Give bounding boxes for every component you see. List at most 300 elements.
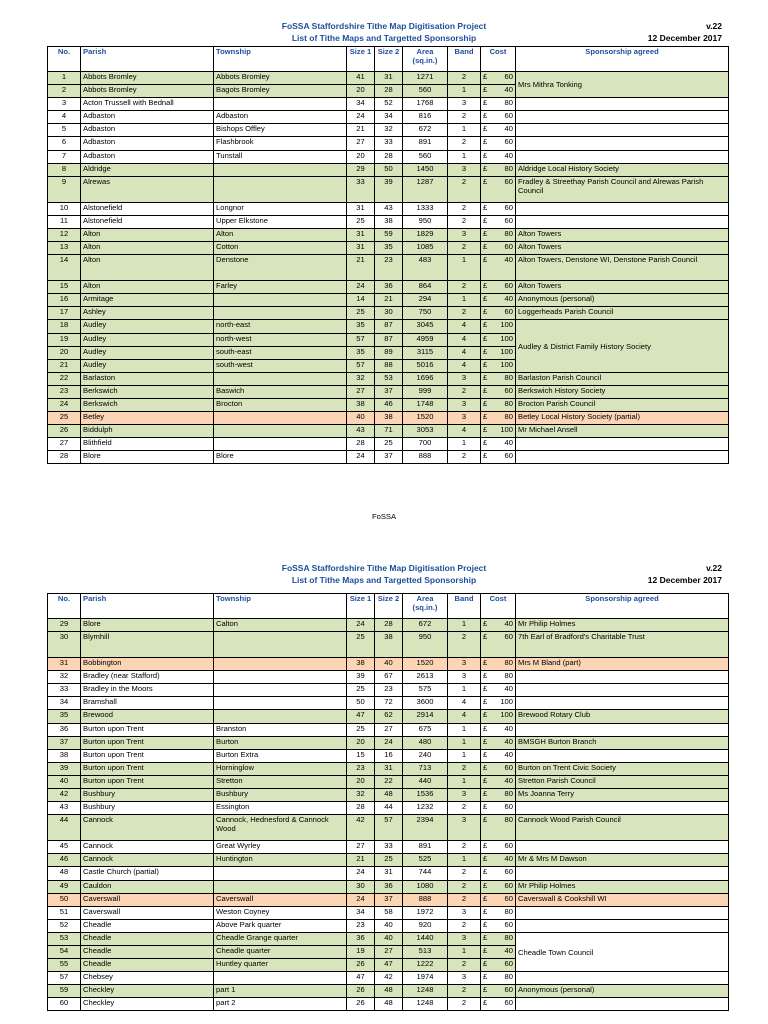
cost-amount: 80	[504, 372, 513, 382]
table-row	[48, 150, 729, 163]
cell-cost	[481, 202, 516, 215]
col-header-size2: Size 2	[375, 594, 403, 619]
cell-township: Baswich	[214, 385, 347, 398]
cell-township	[214, 880, 347, 893]
cell-parish: Cannock	[81, 815, 214, 841]
cost-amount: 80	[504, 98, 513, 108]
currency-symbol: £	[483, 412, 488, 422]
cell-band: 3	[448, 228, 481, 241]
cell-township	[214, 632, 347, 658]
cell-area: 891	[403, 841, 448, 854]
cell-cost	[481, 163, 516, 176]
table-row	[48, 202, 729, 215]
cell-parish: Adbaston	[81, 150, 214, 163]
table-row	[48, 242, 729, 255]
currency-symbol: £	[483, 137, 488, 147]
cost-amount: 100	[500, 425, 513, 435]
cell-cost	[481, 684, 516, 697]
cell-area: 920	[403, 919, 448, 932]
cell-size1: 38	[347, 658, 375, 671]
cell-area: 891	[403, 137, 448, 150]
currency-symbol: £	[483, 281, 488, 291]
cell-area: 888	[403, 893, 448, 906]
cell-area: 483	[403, 255, 448, 281]
cost-amount: 40	[504, 775, 513, 785]
table-row	[48, 255, 729, 281]
cell-township: part 2	[214, 998, 347, 1011]
cell-no: 18	[48, 320, 81, 333]
cell-cost	[481, 359, 516, 372]
cell-size2: 36	[375, 281, 403, 294]
cell-band: 2	[448, 176, 481, 202]
cell-township: Bishops Offley	[214, 124, 347, 137]
cell-size2: 67	[375, 671, 403, 684]
table-row	[48, 619, 729, 632]
date-label: 12 December 2017	[647, 575, 722, 585]
cell-area: 1536	[403, 789, 448, 802]
cell-size1: 29	[347, 163, 375, 176]
cell-size2: 37	[375, 385, 403, 398]
cell-size1: 25	[347, 632, 375, 658]
cell-sponsorship: Aldridge Local History Society	[516, 163, 729, 176]
cell-no: 15	[48, 281, 81, 294]
cell-cost	[481, 775, 516, 788]
cell-size2: 35	[375, 242, 403, 255]
cell-sponsorship: Alton Towers, Denstone WI, Denstone Parish Council	[516, 255, 729, 281]
cell-size2: 87	[375, 320, 403, 333]
currency-symbol: £	[483, 124, 488, 134]
cell-band: 3	[448, 658, 481, 671]
cell-sponsorship	[516, 137, 729, 150]
cell-no: 8	[48, 163, 81, 176]
cell-band: 3	[448, 906, 481, 919]
cell-parish: Cannock	[81, 854, 214, 867]
cell-no: 31	[48, 658, 81, 671]
cell-area: 1232	[403, 802, 448, 815]
cell-area: 1520	[403, 412, 448, 425]
cell-sponsorship	[516, 867, 729, 880]
cell-area: 560	[403, 150, 448, 163]
col-header-parish: Parish	[81, 594, 214, 619]
currency-symbol: £	[483, 671, 488, 681]
col-header-township: Township	[214, 594, 347, 619]
table-row	[48, 451, 729, 464]
cell-parish: Chebsey	[81, 972, 214, 985]
cell-size1: 57	[347, 333, 375, 346]
table-row	[48, 398, 729, 411]
currency-symbol: £	[483, 228, 488, 238]
currency-symbol: £	[483, 398, 488, 408]
cell-township: Flashbrook	[214, 137, 347, 150]
cell-size2: 89	[375, 346, 403, 359]
cell-size2: 57	[375, 815, 403, 841]
cell-size2: 88	[375, 359, 403, 372]
currency-symbol: £	[483, 320, 488, 330]
cell-size1: 42	[347, 815, 375, 841]
cell-no: 14	[48, 255, 81, 281]
cell-sponsorship: Betley Local History Society (partial)	[516, 412, 729, 425]
cell-parish: Alstonefield	[81, 202, 214, 215]
cost-amount: 80	[504, 398, 513, 408]
cell-no: 20	[48, 346, 81, 359]
currency-symbol: £	[483, 919, 488, 929]
cost-amount: 40	[504, 749, 513, 759]
cell-size1: 35	[347, 320, 375, 333]
page-2	[0, 562, 768, 1011]
col-header-area: Area (sq.in.)	[403, 47, 448, 72]
cost-amount: 40	[504, 124, 513, 134]
currency-symbol: £	[483, 959, 488, 969]
cost-amount: 100	[500, 346, 513, 356]
table-row	[48, 854, 729, 867]
cell-size1: 34	[347, 98, 375, 111]
table-row	[48, 841, 729, 854]
col-header-size1: Size 1	[347, 594, 375, 619]
cell-band: 3	[448, 932, 481, 945]
cell-township: part 1	[214, 985, 347, 998]
cell-cost	[481, 242, 516, 255]
cell-township	[214, 867, 347, 880]
cell-township: Adbaston	[214, 111, 347, 124]
cell-size1: 26	[347, 985, 375, 998]
table-row	[48, 985, 729, 998]
cell-area: 1248	[403, 998, 448, 1011]
cell-no: 13	[48, 242, 81, 255]
cell-area: 3045	[403, 320, 448, 333]
currency-symbol: £	[483, 736, 488, 746]
cell-band: 2	[448, 919, 481, 932]
cell-size1: 31	[347, 228, 375, 241]
version-label: v.22	[706, 21, 722, 31]
cell-size2: 24	[375, 736, 403, 749]
cell-no: 29	[48, 619, 81, 632]
cell-sponsorship: Cannock Wood Parish Council	[516, 815, 729, 841]
cost-amount: 40	[504, 619, 513, 628]
cell-size1: 43	[347, 425, 375, 438]
cell-parish: Alton	[81, 242, 214, 255]
cell-cost	[481, 150, 516, 163]
cell-sponsorship	[516, 723, 729, 736]
cell-size2: 46	[375, 398, 403, 411]
cell-sponsorship	[516, 841, 729, 854]
cell-sponsorship: Mr & Mrs M Dawson	[516, 854, 729, 867]
cell-area: 1080	[403, 880, 448, 893]
cell-sponsorship: Cheadle Town Council	[516, 932, 729, 971]
cell-area: 440	[403, 775, 448, 788]
cell-size1: 27	[347, 841, 375, 854]
currency-symbol: £	[483, 880, 488, 890]
cell-no: 35	[48, 710, 81, 723]
cell-no: 3	[48, 98, 81, 111]
cell-size1: 32	[347, 789, 375, 802]
cell-size2: 40	[375, 919, 403, 932]
currency-symbol: £	[483, 854, 488, 864]
cell-township: Horninglow	[214, 762, 347, 775]
cell-township: Caverswall	[214, 893, 347, 906]
cell-size2: 62	[375, 710, 403, 723]
cell-area: 999	[403, 385, 448, 398]
cell-sponsorship: Ms Joanna Terry	[516, 789, 729, 802]
cell-cost	[481, 919, 516, 932]
cell-parish: Bramshall	[81, 697, 214, 710]
table-header-row	[48, 47, 729, 72]
cell-no: 52	[48, 919, 81, 932]
cell-parish: Biddulph	[81, 425, 214, 438]
tithe-table-page-2	[47, 593, 729, 1011]
currency-symbol: £	[483, 945, 488, 955]
cell-cost	[481, 294, 516, 307]
cell-cost	[481, 438, 516, 451]
cell-area: 675	[403, 723, 448, 736]
cell-size2: 31	[375, 762, 403, 775]
cell-parish: Castle Church (partial)	[81, 867, 214, 880]
table-header-row	[48, 594, 729, 619]
col-header-cost: Cost	[481, 47, 516, 72]
cell-band: 2	[448, 72, 481, 85]
cell-band: 1	[448, 438, 481, 451]
table-row	[48, 906, 729, 919]
cell-township: Longnor	[214, 202, 347, 215]
cell-parish: Blore	[81, 619, 214, 632]
cost-amount: 60	[504, 867, 513, 877]
cell-band: 4	[448, 425, 481, 438]
cell-area: 1768	[403, 98, 448, 111]
cell-size2: 21	[375, 294, 403, 307]
cell-sponsorship	[516, 697, 729, 710]
cell-cost	[481, 425, 516, 438]
table-row	[48, 671, 729, 684]
cell-band: 4	[448, 320, 481, 333]
currency-symbol: £	[483, 815, 488, 825]
cell-no: 1	[48, 72, 81, 85]
cell-parish: Ashley	[81, 307, 214, 320]
currency-symbol: £	[483, 385, 488, 395]
cell-cost	[481, 228, 516, 241]
currency-symbol: £	[483, 333, 488, 343]
date-label: 12 December 2017	[647, 33, 722, 43]
cell-township: Stretton	[214, 775, 347, 788]
cell-size1: 27	[347, 385, 375, 398]
cell-no: 51	[48, 906, 81, 919]
cell-size2: 38	[375, 632, 403, 658]
cell-sponsorship: Audley & District Family History Society	[516, 320, 729, 372]
cell-size2: 58	[375, 906, 403, 919]
cell-size2: 27	[375, 723, 403, 736]
cell-no: 38	[48, 749, 81, 762]
cell-parish: Adbaston	[81, 124, 214, 137]
cell-cost	[481, 398, 516, 411]
cell-size2: 36	[375, 880, 403, 893]
cell-area: 1440	[403, 932, 448, 945]
cell-sponsorship: Mr Michael Ansell	[516, 425, 729, 438]
cell-band: 4	[448, 333, 481, 346]
cell-band: 3	[448, 815, 481, 841]
cell-township: Above Park quarter	[214, 919, 347, 932]
cost-amount: 100	[500, 710, 513, 720]
cell-parish: Barlaston	[81, 372, 214, 385]
cost-amount: 60	[504, 72, 513, 81]
currency-symbol: £	[483, 438, 488, 448]
cell-sponsorship	[516, 438, 729, 451]
cell-size1: 31	[347, 242, 375, 255]
cell-township: Blore	[214, 451, 347, 464]
cell-parish: Adbaston	[81, 111, 214, 124]
currency-symbol: £	[483, 163, 488, 173]
cell-cost	[481, 137, 516, 150]
col-header-no: No.	[48, 47, 81, 72]
cell-size1: 57	[347, 359, 375, 372]
cell-cost	[481, 854, 516, 867]
currency-symbol: £	[483, 150, 488, 160]
col-header-band: Band	[448, 594, 481, 619]
cell-parish: Cheadle	[81, 945, 214, 958]
cell-area: 1085	[403, 242, 448, 255]
cell-size1: 19	[347, 945, 375, 958]
cell-band: 3	[448, 789, 481, 802]
cell-cost	[481, 72, 516, 85]
cell-parish: Berkswich	[81, 398, 214, 411]
cell-sponsorship	[516, 150, 729, 163]
cell-size1: 35	[347, 346, 375, 359]
cell-parish: Abbots Bromley	[81, 72, 214, 85]
cell-size1: 38	[347, 398, 375, 411]
cell-sponsorship: Berkswich History Society	[516, 385, 729, 398]
cell-band: 2	[448, 111, 481, 124]
cell-parish: Burton upon Trent	[81, 762, 214, 775]
cell-area: 294	[403, 294, 448, 307]
cell-parish: Alton	[81, 228, 214, 241]
col-header-band: Band	[448, 47, 481, 72]
cell-band: 2	[448, 632, 481, 658]
cell-size2: 72	[375, 697, 403, 710]
col-header-township: Township	[214, 47, 347, 72]
cell-parish: Adbaston	[81, 137, 214, 150]
cell-township	[214, 972, 347, 985]
cell-no: 54	[48, 945, 81, 958]
cell-size2: 28	[375, 85, 403, 98]
cell-size1: 21	[347, 255, 375, 281]
cell-township	[214, 438, 347, 451]
cell-sponsorship	[516, 998, 729, 1011]
cell-size1: 24	[347, 111, 375, 124]
cell-sponsorship: Fradley & Streethay Parish Council and Alrewas Parish Council	[516, 176, 729, 202]
cell-township	[214, 294, 347, 307]
cell-band: 2	[448, 893, 481, 906]
cost-amount: 60	[504, 242, 513, 252]
cell-cost	[481, 176, 516, 202]
cell-parish: Alton	[81, 255, 214, 281]
currency-symbol: £	[483, 867, 488, 877]
cost-amount: 60	[504, 215, 513, 225]
cell-size2: 23	[375, 684, 403, 697]
cell-township: Branston	[214, 723, 347, 736]
cell-cost	[481, 320, 516, 333]
cell-band: 4	[448, 346, 481, 359]
cell-cost	[481, 985, 516, 998]
cell-area: 513	[403, 945, 448, 958]
cell-parish: Bradley (near Stafford)	[81, 671, 214, 684]
table-row	[48, 438, 729, 451]
currency-symbol: £	[483, 307, 488, 317]
cell-cost	[481, 697, 516, 710]
cell-parish: Cauldon	[81, 880, 214, 893]
cell-band: 2	[448, 959, 481, 972]
cell-size2: 48	[375, 789, 403, 802]
cell-parish: Cannock	[81, 841, 214, 854]
cell-area: 1829	[403, 228, 448, 241]
cost-amount: 60	[504, 998, 513, 1008]
cell-cost	[481, 998, 516, 1011]
cell-cost	[481, 412, 516, 425]
cell-township	[214, 412, 347, 425]
cost-amount: 80	[504, 412, 513, 422]
cell-area: 3600	[403, 697, 448, 710]
cell-parish: Audley	[81, 320, 214, 333]
cell-sponsorship	[516, 111, 729, 124]
table-row	[48, 372, 729, 385]
cell-size2: 28	[375, 619, 403, 632]
cell-township	[214, 425, 347, 438]
cell-cost	[481, 723, 516, 736]
cell-band: 4	[448, 710, 481, 723]
cell-area: 1333	[403, 202, 448, 215]
cell-area: 1748	[403, 398, 448, 411]
cell-cost	[481, 789, 516, 802]
cell-band: 3	[448, 398, 481, 411]
cost-amount: 60	[504, 893, 513, 903]
currency-symbol: £	[483, 749, 488, 759]
cell-sponsorship	[516, 202, 729, 215]
cell-sponsorship	[516, 451, 729, 464]
cell-area: 950	[403, 632, 448, 658]
cell-area: 1222	[403, 959, 448, 972]
cell-sponsorship	[516, 671, 729, 684]
currency-symbol: £	[483, 425, 488, 435]
cell-size1: 24	[347, 619, 375, 632]
cell-size1: 24	[347, 867, 375, 880]
col-header-no: No.	[48, 594, 81, 619]
cell-township: Denstone	[214, 255, 347, 281]
cell-no: 24	[48, 398, 81, 411]
cell-no: 12	[48, 228, 81, 241]
currency-symbol: £	[483, 359, 488, 369]
cell-parish: Betley	[81, 412, 214, 425]
table-row	[48, 789, 729, 802]
cost-amount: 40	[504, 684, 513, 694]
cell-band: 2	[448, 215, 481, 228]
cell-township: Burton Extra	[214, 749, 347, 762]
cell-size1: 27	[347, 137, 375, 150]
page-header	[0, 0, 768, 46]
cell-area: 950	[403, 215, 448, 228]
col-header-size2: Size 2	[375, 47, 403, 72]
currency-symbol: £	[483, 802, 488, 812]
cell-area: 560	[403, 85, 448, 98]
cell-no: 26	[48, 425, 81, 438]
table-row	[48, 176, 729, 202]
cell-parish: Cheadle	[81, 932, 214, 945]
cost-amount: 80	[504, 658, 513, 668]
document-title: FoSSA Staffordshire Tithe Map Digitisation Project	[281, 563, 487, 573]
cell-band: 2	[448, 867, 481, 880]
currency-symbol: £	[483, 451, 488, 461]
cell-size1: 25	[347, 684, 375, 697]
currency-symbol: £	[483, 932, 488, 942]
currency-symbol: £	[483, 710, 488, 720]
cell-parish: Abbots Bromley	[81, 85, 214, 98]
currency-symbol: £	[483, 697, 488, 707]
cell-cost	[481, 945, 516, 958]
